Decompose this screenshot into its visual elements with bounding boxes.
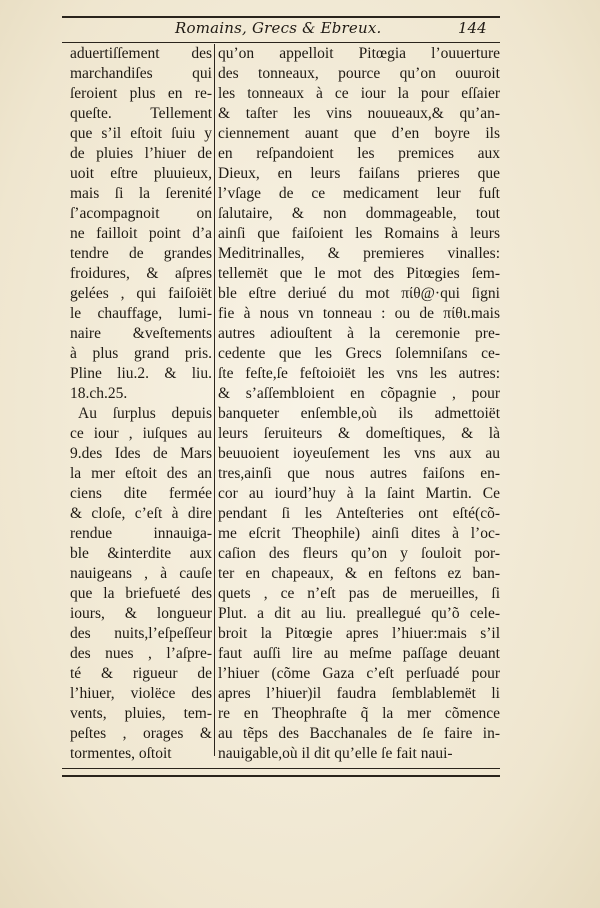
- text-line: ciennement auant que d’en boyre ils: [218, 125, 500, 142]
- text-line: ble &interdite aux: [70, 545, 212, 562]
- text-line: que s’il eſtoit ſuiu y: [70, 125, 212, 142]
- text-line: vents, pluies, tem-: [70, 705, 212, 722]
- bottom-rule-thick: [62, 775, 500, 777]
- header-rule: [62, 42, 500, 43]
- text-line: gelées , qui faiſoiët: [70, 285, 212, 302]
- text-line: ſte feſte,ſe feſtoioiët les vns les autres:: [218, 365, 500, 382]
- text-line: aduertiſſement des: [70, 45, 212, 62]
- text-line: des nuits,l’eſpeſſeur: [70, 625, 212, 642]
- text-line: fie à nous vn tonneau : ou de πίθι.mais: [218, 305, 500, 322]
- text-line: l’vſage de ce medicament leur fuſt: [218, 185, 500, 202]
- text-line: tormentes, oſtoit: [70, 745, 172, 762]
- top-rule: [62, 16, 500, 18]
- bottom-rule-thin: [62, 768, 500, 769]
- text-line: re en Theophraſte q̃ la mer cõmence: [218, 705, 500, 722]
- text-line: & s’aſſembloient en cõpagnie , pour: [218, 385, 500, 402]
- column-divider: [214, 44, 215, 756]
- text-line: naire &veſtements: [70, 325, 212, 342]
- text-line: qu’on appelloit Pitœgia l’ouuerture: [218, 45, 500, 62]
- text-line: peſtes , orages &: [70, 725, 212, 742]
- text-line: marchandiſes qui: [70, 65, 212, 82]
- text-line: rendue innauiga-: [70, 525, 212, 542]
- text-line: caſion des fleurs qu’on y ſouloit por-: [218, 545, 500, 562]
- text-line: Pline liu.2. & liu.: [70, 365, 212, 382]
- text-line: à plus grand pris.: [70, 345, 212, 362]
- right-column: [218, 44, 500, 764]
- text-line: mais ſi la ſerenité: [70, 185, 212, 202]
- text-line: le chauffage, lumi-: [70, 305, 212, 322]
- text-line: broit la Pitœgie apres l’hiuer:mais s’il: [218, 625, 500, 642]
- text-line: tendre de grandes: [70, 245, 212, 262]
- text-line: les tonneaux à ce iour la pour eſſaier: [218, 85, 500, 102]
- page-number: 144: [458, 19, 487, 37]
- text-line: cor au iourd’huy à la ſaint Martin. Ce: [218, 485, 500, 502]
- text-line: au tẽps des Bacchanales de ſe faire in-: [218, 725, 500, 742]
- text-line: Plut. a dit au liu. preallegué qu’õ cele-: [218, 605, 500, 622]
- text-line: nauigeans , à cauſe: [70, 565, 212, 582]
- text-line: ſ’acompagnoit on: [70, 205, 212, 222]
- text-line: la mer eſtoit des an: [70, 465, 212, 482]
- text-line: des nues , l’aſpre-: [70, 645, 212, 662]
- text-line: ble eſtre deriué du mot πίθ@·qui ſigni: [218, 285, 500, 302]
- text-line: apres l’hiuer)il faudra ſemblablemët li: [218, 685, 500, 702]
- text-line: té & rigueur de: [70, 665, 212, 682]
- text-line: queſte. Tellement: [70, 105, 212, 122]
- text-line: autres adiouſtent à la ceremonie pre-: [218, 325, 500, 342]
- text-line: ter en chapeaux, & en feſtons ez ban-: [218, 565, 500, 582]
- text-line: en reſpandoient les premices aux: [218, 145, 500, 162]
- text-line: leurs ſeruiteurs & domeſtiques, & là: [218, 425, 500, 442]
- text-line: ainſi que faiſoient les Romains à leurs: [218, 225, 500, 242]
- text-line: ciens dite fermée: [70, 485, 212, 502]
- text-line: faut auſſi lire au meſme paſſage deuant: [218, 645, 500, 662]
- text-line: Au ſurplus depuis: [78, 405, 212, 422]
- text-line: me eſcrit Theophile) ainſi dites à l’oc-: [218, 525, 500, 542]
- text-line: beuuoient ioyeuſement les vns aux au: [218, 445, 500, 462]
- text-line: banqueter enſemble,où ils admettoiët: [218, 405, 500, 422]
- left-column: [70, 44, 212, 764]
- text-line: uoit eſtre pluuieux,: [70, 165, 212, 182]
- text-line: l’hiuer (cõme Gaza c’eſt perſuadé pour: [218, 665, 500, 682]
- text-line: & taſter les vins nouueaux,& qu’an-: [218, 105, 500, 122]
- text-line: ne failloit point d’a: [70, 225, 212, 242]
- text-line: de pluies l’hiuer de: [70, 145, 212, 162]
- text-line: 9.des Ides de Mars: [70, 445, 212, 462]
- text-line: & cloſe, c’eſt à dire: [70, 505, 212, 522]
- text-line: cedente que les Grecs ſolemniſans ce-: [218, 345, 500, 362]
- text-line: Meditrinalles, & premieres vinalles:: [218, 245, 500, 262]
- text-line: ce iour , iuſques au: [70, 425, 212, 442]
- running-title: Romains, Grecs & Ebreux.: [175, 19, 382, 37]
- text-line: l’hiuer, violëce des: [70, 685, 212, 702]
- text-line: que la briefueté des: [70, 585, 212, 602]
- text-line: iours, & longueur: [70, 605, 212, 622]
- text-line: quets , ce n’eſt pas de merueilles, ſi: [218, 585, 500, 602]
- text-line: pendant ſi les Anteſteries ont eſté(cõ-: [218, 505, 500, 522]
- text-line: ſeroient plus en re-: [70, 85, 212, 102]
- text-line: 18.ch.25.: [70, 385, 128, 402]
- text-line: froidures, & aſpres: [70, 265, 212, 282]
- text-line: Dieux, en leurs faiſans prieres que: [218, 165, 500, 182]
- text-line: ſalutaire, & non dommageable, tout: [218, 205, 500, 222]
- text-line: nauigable,où il dit qu’elle ſe fait naui-: [218, 745, 453, 762]
- text-line: tres,ainſi que nous autres faiſons en-: [218, 465, 500, 482]
- text-line: tellemët que le mot des Pitœgies ſem-: [218, 265, 500, 282]
- text-line: des tonneaux, pource qu’on ouuroit: [218, 65, 500, 82]
